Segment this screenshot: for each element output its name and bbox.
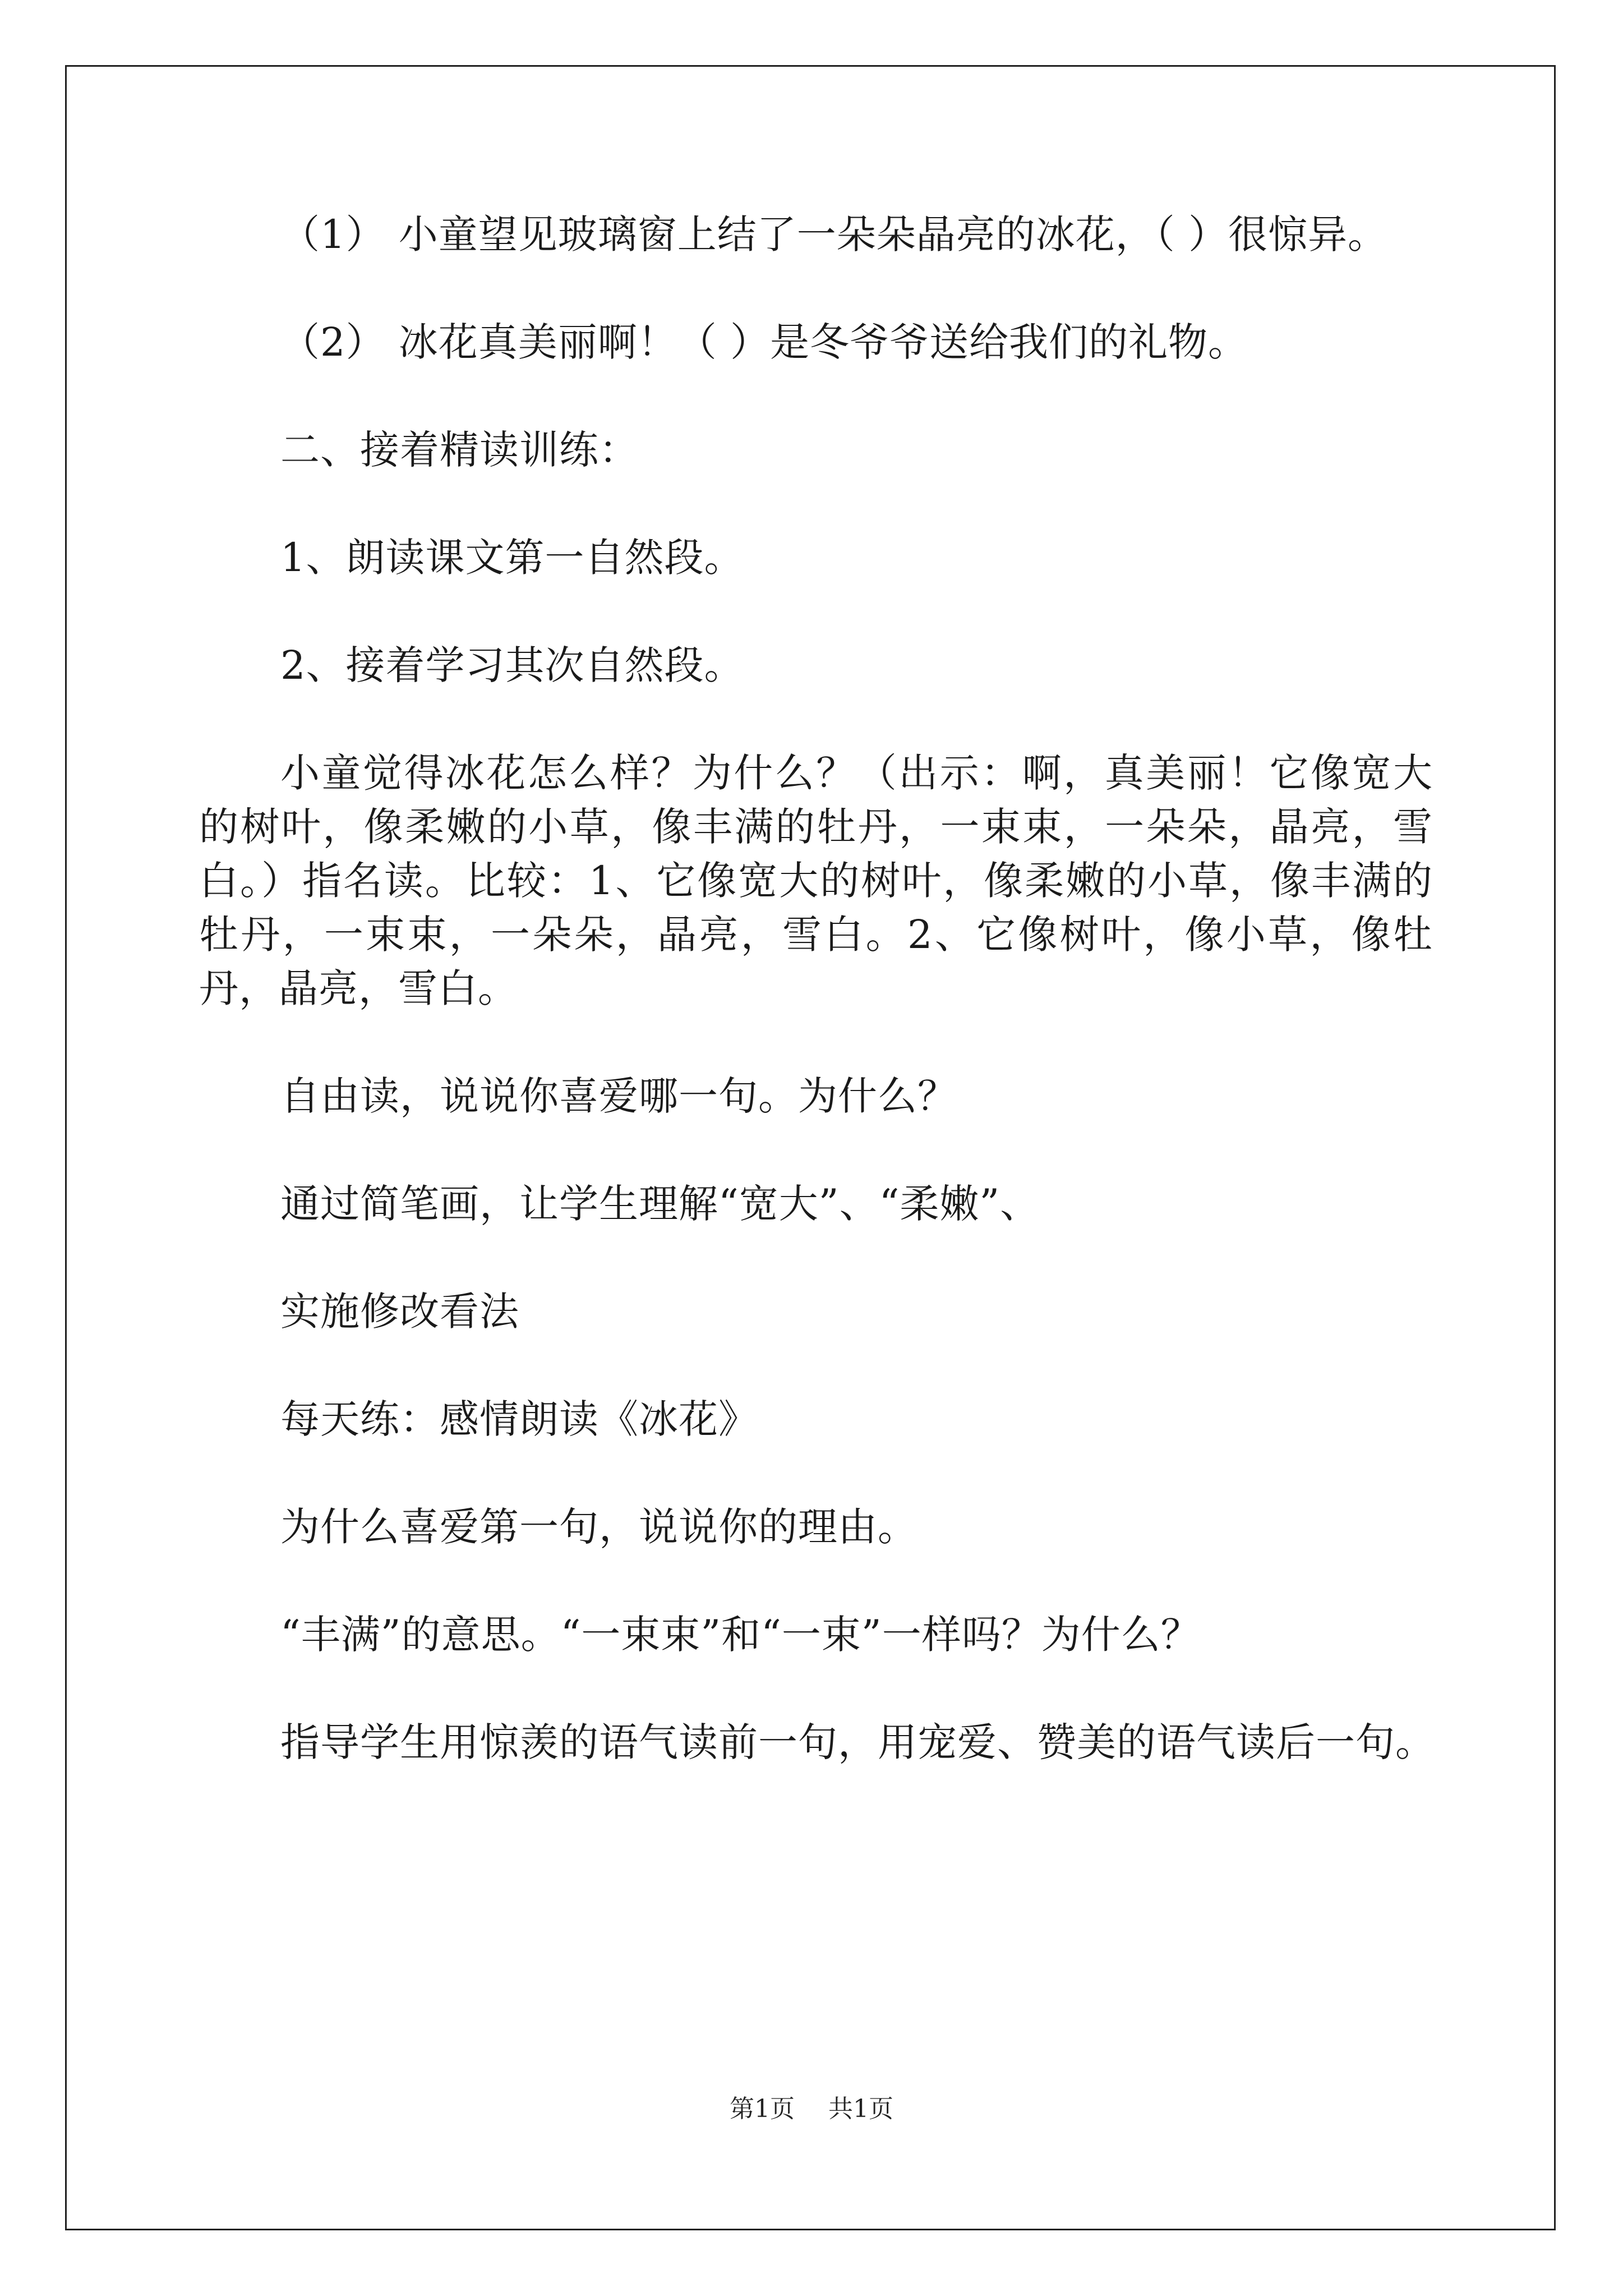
text-line: （2） 冰花真美丽啊！（ ）是冬爷爷送给我们的礼物。 [280,319,1248,365]
text-line: 1、朗读课文第一自然段。 [280,535,744,581]
document-body [199,208,1433,1769]
page-number: 第1页 [730,2095,795,2123]
paragraph: 小童觉得冰花怎么样？为什么？（出示：啊，真美丽！它像宽大的树叶，像柔嫩的小草，像丰满的牡丹，一束束，一朵朵，晶亮，雪白。）指名读。比较：1、它像宽大的树叶，像柔嫩的小草，像丰满的牡丹，一束束，一朵朵，晶亮，雪白。2、它像树叶，像小草，像牡丹，晶亮，雪白。 [199,750,1433,1011]
page-total: 共1页 [828,2095,893,2123]
text-line: 为什么喜爱第一句，说说你的理由。 [280,1504,917,1550]
text-line: 每天练：感情朗读《冰花》 [280,1396,758,1442]
page-footer [0,2092,1623,2126]
text-line: （1） 小童望见玻璃窗上结了一朵朵晶亮的冰花，（ ）很惊异。 [280,211,1388,257]
text-line: 通过简笔画，让学生理解“宽大”、“柔嫩”、 [280,1181,1040,1227]
text-line: 自由读，说说你喜爱哪一句。为什么？ [280,1073,957,1119]
text-line: 实施修改看法 [280,1289,519,1335]
text-line: 2、接着学习其次自然段。 [280,642,744,688]
text-line: 指导学生用惊羡的语气读前一句，用宠爱、赞美的语气读后一句。 [280,1719,1435,1765]
section-heading: 二、接着精读训练： [280,427,639,473]
text-line: “丰满”的意思。“一束束”和“一束”一样吗？为什么？ [280,1612,1201,1658]
